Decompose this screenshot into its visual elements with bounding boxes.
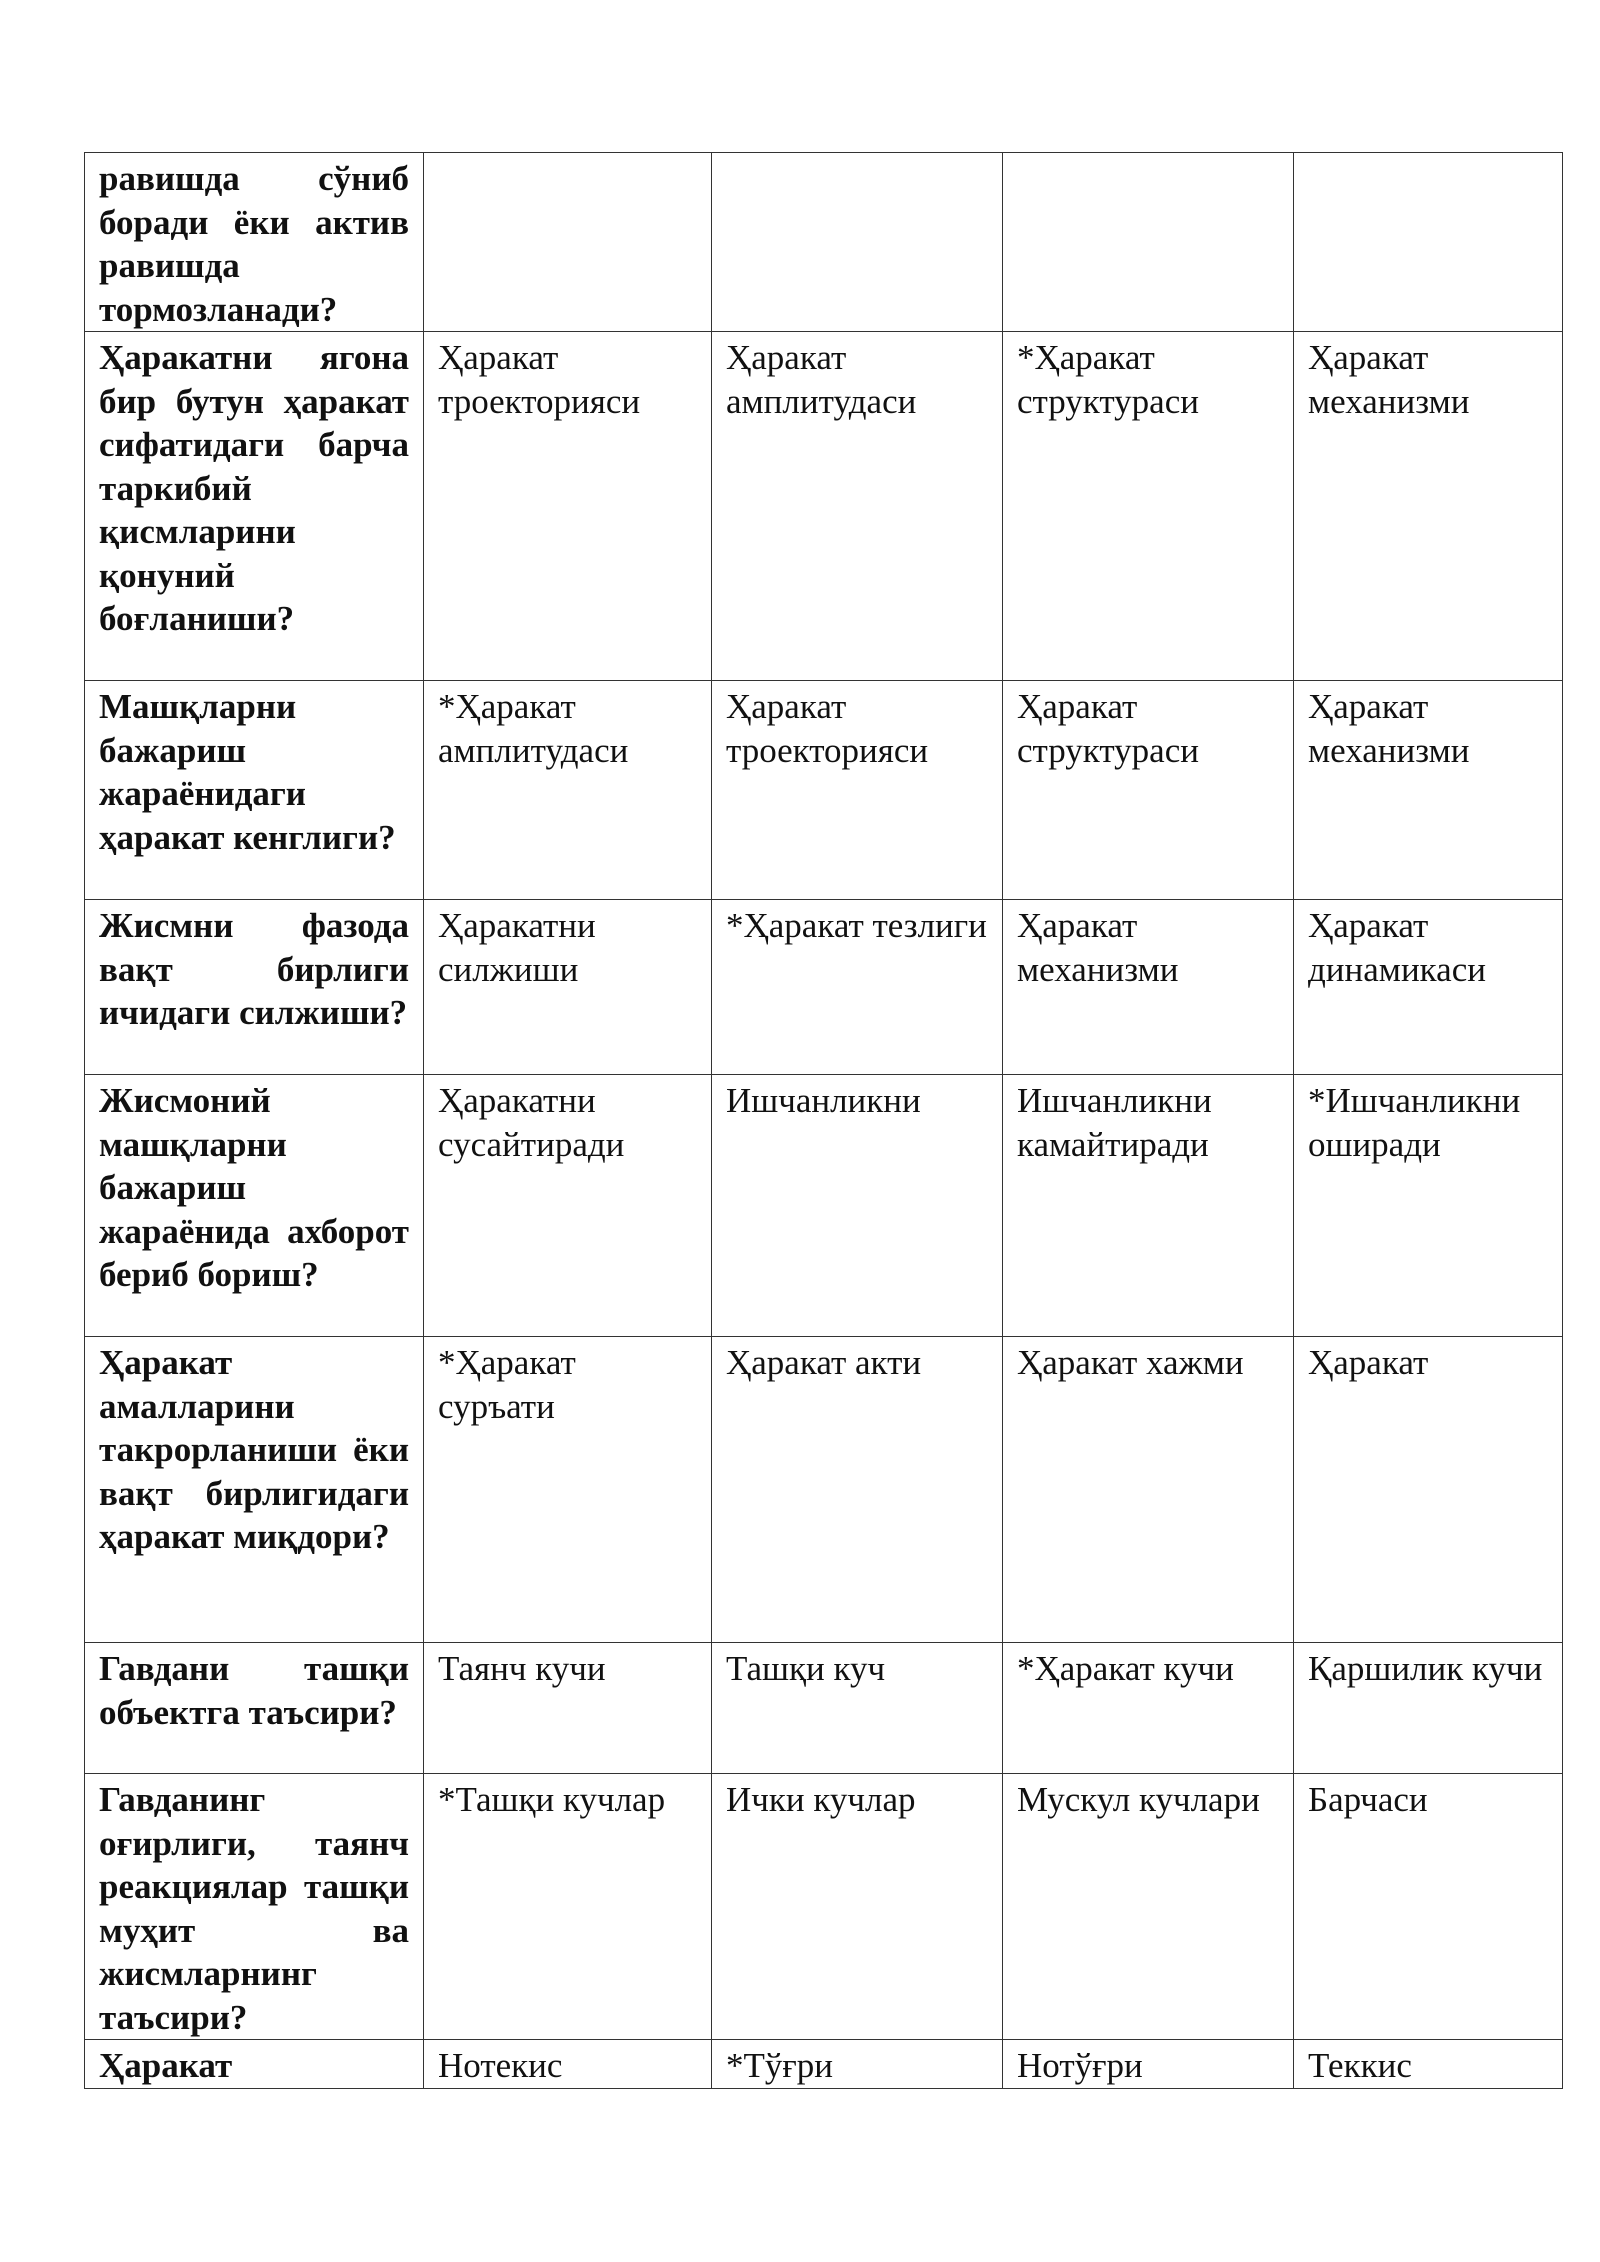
option-cell-3: Ҳаракат механизми — [1003, 900, 1294, 1075]
question-cell: равишда сўниб боради ёки актив равишда тормозланади? — [85, 153, 424, 332]
option-cell-1: Ҳаракатни сусайтиради — [424, 1075, 712, 1337]
table-row — [85, 1075, 1563, 1337]
option-cell-3: Ҳаракат хажми — [1003, 1337, 1294, 1643]
question-cell: Ҳаракат амалларини такрорланиши ёки вақт бирлигидаги ҳаракат миқдори? — [85, 1337, 424, 1643]
option-cell-4: Барчаси — [1294, 1774, 1563, 2040]
option-cell-4: Ҳаракат механизми — [1294, 332, 1563, 681]
option-cell-4: Ҳаракат механизми — [1294, 681, 1563, 900]
option-cell-1: Ҳаракат троекторияси — [424, 332, 712, 681]
option-cell-2: Ҳаракат троекторияси — [712, 681, 1003, 900]
table-row — [85, 1643, 1563, 1774]
question-cell: Гавдани ташқи объектга таъсири? — [85, 1643, 424, 1774]
table-row — [85, 1337, 1563, 1643]
table-row — [85, 1774, 1563, 2040]
question-cell: Жисмни фазода вақт бирлиги ичидаги силжиши? — [85, 900, 424, 1075]
option-cell-3: Ҳаракат структураси — [1003, 681, 1294, 900]
option-cell-2: Ички кучлар — [712, 1774, 1003, 2040]
option-cell-1: *Ташқи кучлар — [424, 1774, 712, 2040]
option-cell-4: Қаршилик кучи — [1294, 1643, 1563, 1774]
option-cell-2: *Ҳаракат тезлиги — [712, 900, 1003, 1075]
option-cell-4: Ҳаракат — [1294, 1337, 1563, 1643]
table-row — [85, 681, 1563, 900]
option-cell-2: Ҳаракат амплитудаси — [712, 332, 1003, 681]
option-cell-4: Ҳаракат динамикаси — [1294, 900, 1563, 1075]
question-cell: Жисмоний машқларни бажариш жараёнида ахборот бериб бориш? — [85, 1075, 424, 1337]
table-row — [85, 332, 1563, 681]
option-cell-2 — [712, 153, 1003, 332]
option-cell-2: *Тўғри — [712, 2040, 1003, 2089]
table-row — [85, 2040, 1563, 2089]
table-row — [85, 900, 1563, 1075]
quiz-table — [84, 152, 1563, 2089]
option-cell-3: Нотўғри — [1003, 2040, 1294, 2089]
question-cell: Ҳаракатни ягона бир бутун ҳаракат сифатидаги барча таркибий қисмларини қонуний боғланиши? — [85, 332, 424, 681]
option-cell-1 — [424, 153, 712, 332]
option-cell-3 — [1003, 153, 1294, 332]
option-cell-4: *Ишчанликни оширади — [1294, 1075, 1563, 1337]
option-cell-4: Теккис — [1294, 2040, 1563, 2089]
option-cell-3: *Ҳаракат структураси — [1003, 332, 1294, 681]
option-cell-1: Ҳаракатни силжиши — [424, 900, 712, 1075]
option-cell-3: Мускул кучлари — [1003, 1774, 1294, 2040]
option-cell-3: *Ҳаракат кучи — [1003, 1643, 1294, 1774]
option-cell-4 — [1294, 153, 1563, 332]
option-cell-1: Таянч кучи — [424, 1643, 712, 1774]
question-cell: Машқларни бажариш жараёнидаги ҳаракат кенглиги? — [85, 681, 424, 900]
option-cell-1: *Ҳаракат суръати — [424, 1337, 712, 1643]
option-cell-3: Ишчанликни камайтиради — [1003, 1075, 1294, 1337]
table-row — [85, 153, 1563, 332]
question-cell: Ҳаракат — [85, 2040, 424, 2089]
option-cell-1: Нотекис — [424, 2040, 712, 2089]
question-cell: Гавданинг оғирлиги, таянч реакциялар ташқи муҳит ва жисмларнинг таъсири? — [85, 1774, 424, 2040]
option-cell-2: Ташқи куч — [712, 1643, 1003, 1774]
option-cell-2: Ишчанликни — [712, 1075, 1003, 1337]
option-cell-2: Ҳаракат акти — [712, 1337, 1003, 1643]
option-cell-1: *Ҳаракат амплитудаси — [424, 681, 712, 900]
